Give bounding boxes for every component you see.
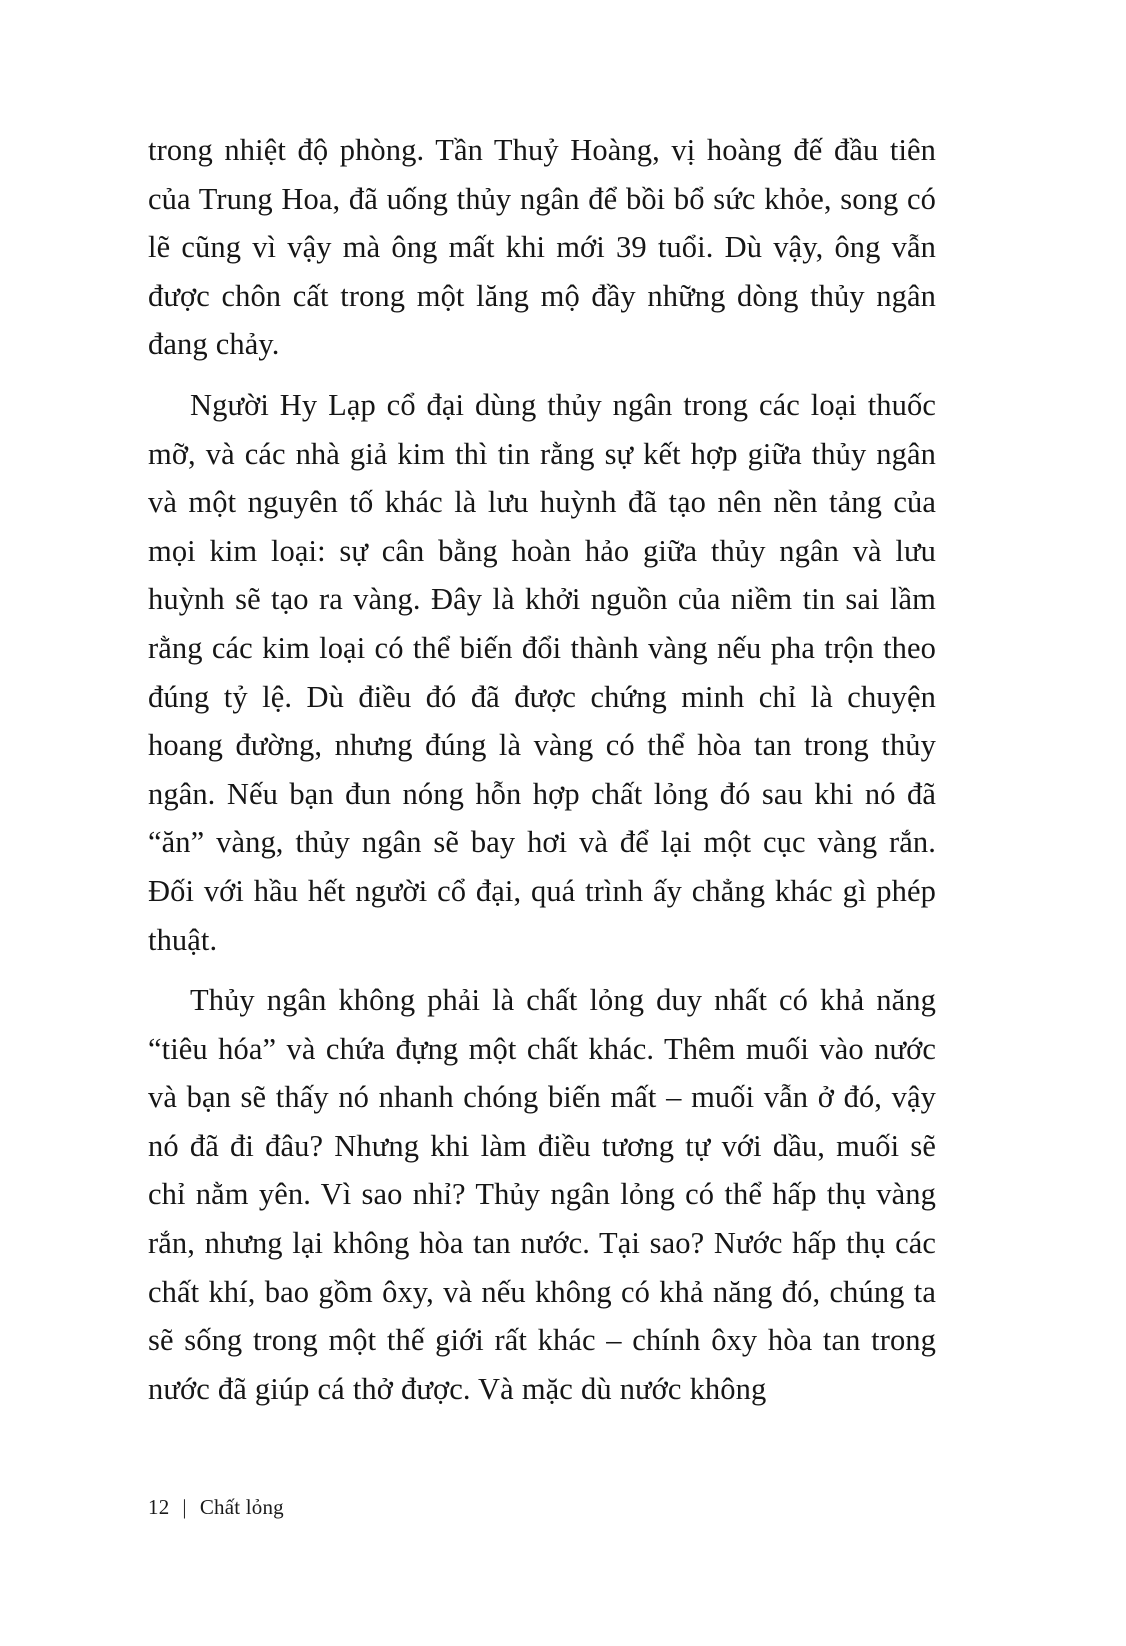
footer-separator: | <box>182 1495 187 1519</box>
paragraph-continuation: trong nhiệt độ phòng. Tần Thuỷ Hoàng, vị hoàng đế đầu tiên của Trung Hoa, đã uống thủy ngân để bồi bổ sức khỏe, song có lẽ cũng vì vậy mà ông mất khi mới 39 tuổi. Dù vậy, ông vẫn được chôn cất trong một lăng mộ đầy những dòng thủy ngân đang chảy. <box>148 133 936 362</box>
chapter-title: Chất lỏng <box>199 1495 284 1519</box>
paragraph-greeks: Người Hy Lạp cổ đại dùng thủy ngân trong các loại thuốc mỡ, và các nhà giả kim thì tin rằng sự kết hợp giữa thủy ngân và một nguyên tố khác là lưu huỳnh đã tạo nên nền tảng của mọi kim loại: sự cân bằng hoàn hảo giữa thủy ngân và lưu huỳnh sẽ tạo ra vàng. Đây là khởi nguồn của niềm tin sai lầm rằng các kim loại có thể biến đổi thành vàng nếu pha trộn theo đúng tỷ lệ. Dù điều đó đã được chứng minh chỉ là chuyện hoang đường, nhưng đúng là vàng có thể hòa tan trong thủy ngân. Nếu bạn đun nóng hỗn hợp chất lỏng đó sau khi nó đã “ăn” vàng, thủy ngân sẽ bay hơi và để lại một cục vàng rắn. Đối với hầu hết người cổ đại, quá trình ấy chẳng khác gì phép thuật. <box>148 387 936 957</box>
page-text-body <box>148 126 936 1413</box>
paragraph-mercury-solvent: Thủy ngân không phải là chất lỏng duy nhất có khả năng “tiêu hóa” và chứa đựng một chất khác. Thêm muối vào nước và bạn sẽ thấy nó nhanh chóng biến mất – muối vẫn ở đó, vậy nó đã đi đâu? Nhưng khi làm điều tương tự với dầu, muối sẽ chỉ nằm yên. Vì sao nhỉ? Thủy ngân lỏng có thể hấp thụ vàng rắn, nhưng lại không hòa tan nước. Tại sao? Nước hấp thụ các chất khí, bao gồm ôxy, và nếu không có khả năng đó, chúng ta sẽ sống trong một thế giới rất khác – chính ôxy hòa tan trong nước đã giúp cá thở được. Và mặc dù nước không <box>148 983 936 1406</box>
page-footer <box>148 1495 284 1520</box>
page-number: 12 <box>148 1495 170 1519</box>
